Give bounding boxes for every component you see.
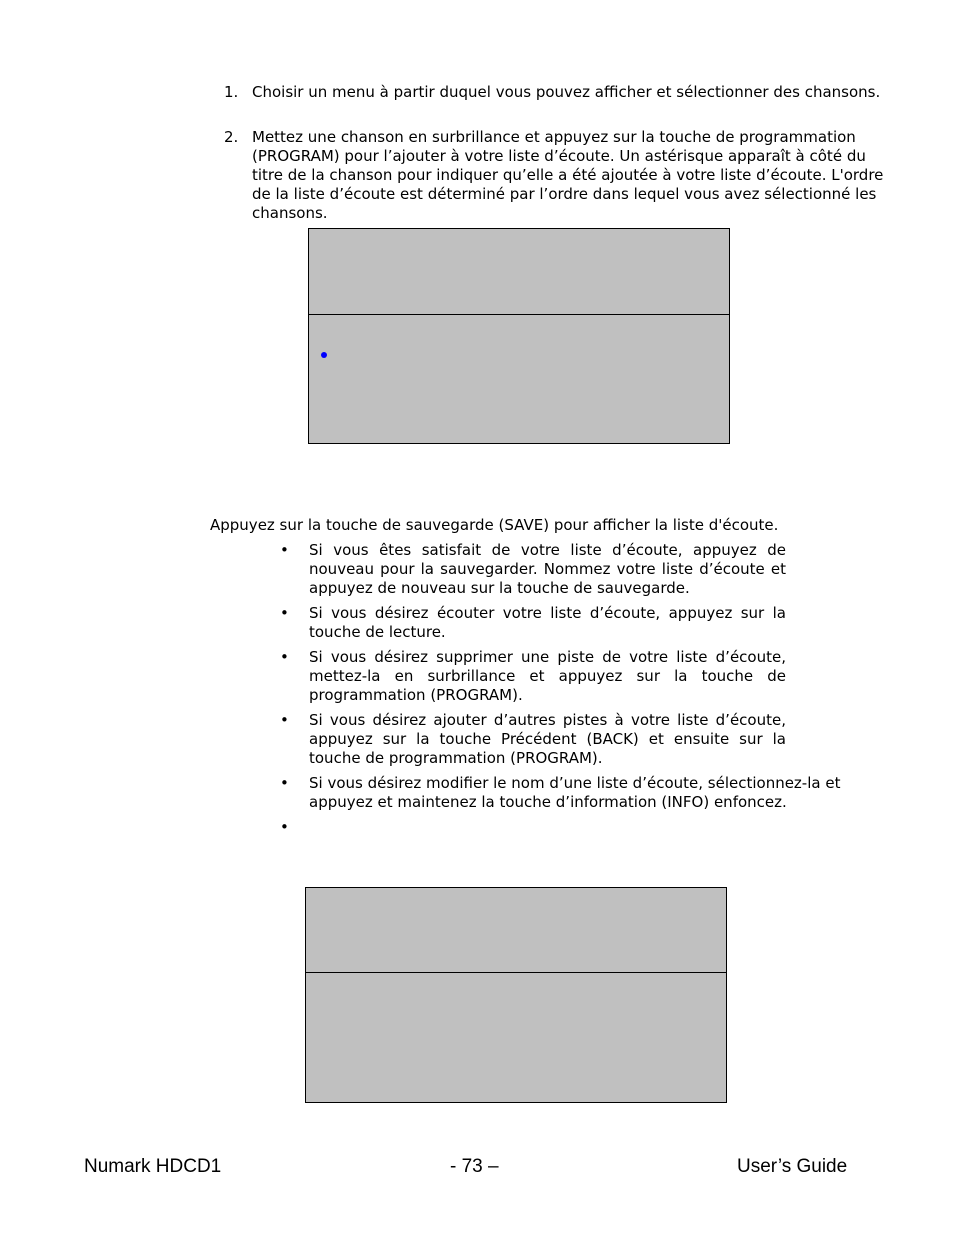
device-screen-illustration	[308, 228, 730, 444]
bullet-icon: •	[280, 541, 289, 559]
list-item	[280, 711, 786, 768]
step-text: Mettez une chanson en surbrillance et appuyez sur la touche de programmation (PROGRAM) pour l’ajouter à votre liste d’écoute. Un astérisque apparaît à côté du titre de la chanson pour indiquer qu’elle a été ajoutée à votre liste d’écoute. L'ordre de la liste d’écoute est déterminé par l’ordre dans lequel vous avez sélectionné les chansons.	[252, 128, 884, 222]
list-item	[280, 604, 786, 642]
footer-page-number: - 73 –	[450, 1156, 499, 1177]
bullet-icon: •	[280, 648, 289, 666]
step-number: 1.	[224, 83, 239, 101]
footer-guide-title: User’s Guide	[737, 1156, 848, 1177]
list-item-text: Si vous êtes satisfait de votre liste d’écoute, appuyez de nouveau pour la sauvegarder. Nommez votre liste d’écoute et appuyez de nouveau sur la touche de sauvegarde.	[309, 541, 786, 597]
screen-divider	[309, 314, 729, 315]
step-number: 2.	[224, 128, 239, 146]
device-screen-illustration	[305, 887, 727, 1103]
step-text: Choisir un menu à partir duquel vous pouvez afficher et sélectionner des chansons.	[252, 83, 881, 101]
list-item	[280, 648, 786, 705]
list-item	[280, 541, 786, 598]
list-item	[280, 774, 870, 812]
list-item-text: Si vous désirez ajouter d’autres pistes à votre liste d’écoute, appuyez sur la touche Précédent (BACK) et ensuite sur la touche de programmation (PROGRAM).	[309, 711, 786, 767]
list-item-text: Si vous désirez écouter votre liste d’écoute, appuyez sur la touche de lecture.	[309, 604, 786, 641]
bullet-icon: •	[280, 774, 289, 792]
list-item-text: Si vous désirez supprimer une piste de votre liste d’écoute, mettez-la en surbrillance et appuyez sur la touche de programmation (PROGRAM).	[309, 648, 786, 704]
save-instruction: Appuyez sur la touche de sauvegarde (SAVE) pour afficher la liste d'écoute.	[210, 516, 779, 534]
list-item-text: Si vous désirez modifier le nom d’une liste d’écoute, sélectionnez-la et appuyez et maintenez la touche d’information (INFO) enfoncez.	[309, 774, 841, 811]
step-item	[224, 83, 884, 102]
footer-product-name: Numark HDCD1	[84, 1156, 222, 1177]
step-item	[224, 128, 884, 223]
bullet-icon: •	[280, 818, 289, 836]
bullet-icon: •	[280, 604, 289, 622]
screen-divider	[306, 972, 726, 973]
bullet-icon: •	[280, 711, 289, 729]
selection-marker	[321, 352, 327, 358]
